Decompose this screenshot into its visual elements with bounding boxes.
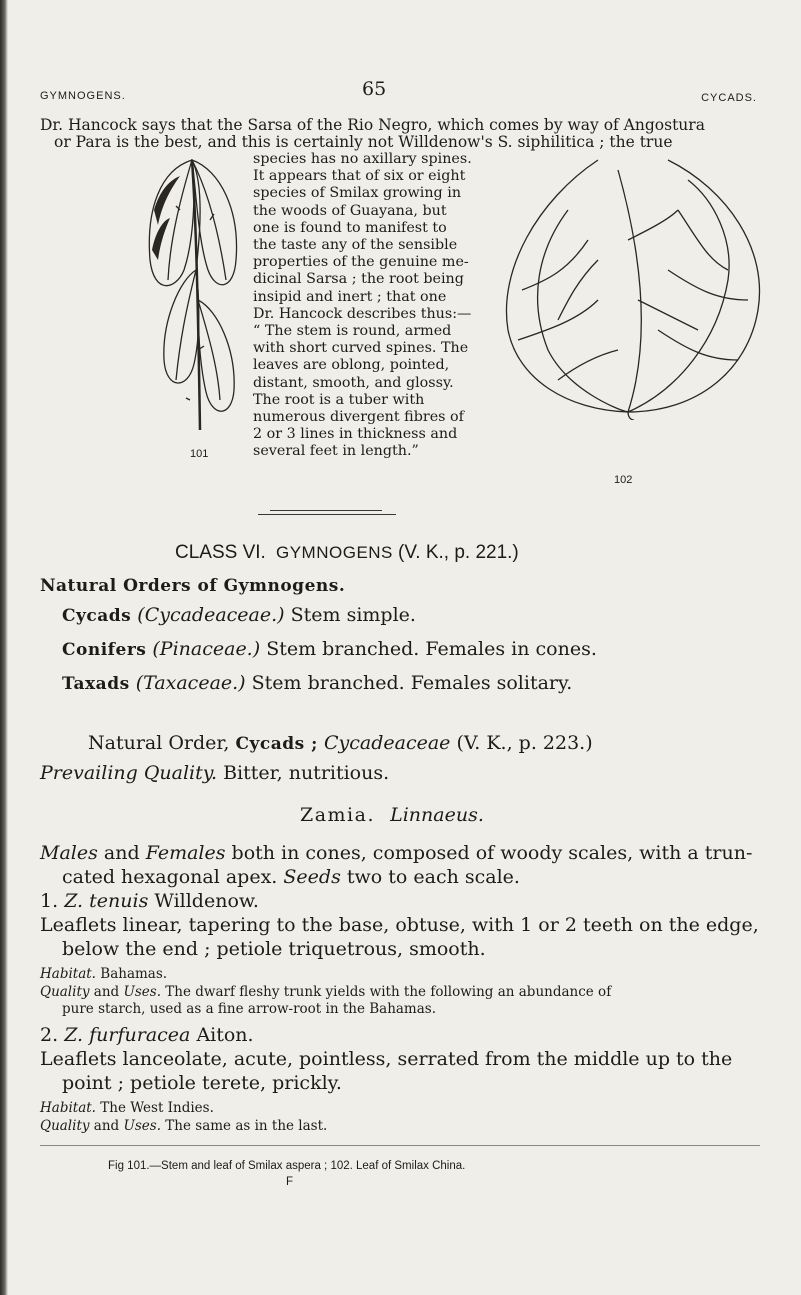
species-description-line: point ; petiole terete, prickly. (62, 1072, 342, 1094)
males-label: Males (40, 842, 98, 864)
column-line: Dr. Hancock describes thus:— (253, 305, 472, 322)
order-name: Cycads (62, 606, 132, 626)
column-line: distant, smooth, and glossy. (253, 374, 454, 391)
figure-101-label: 101 (190, 448, 209, 460)
column-line: with short curved spines. The (253, 340, 469, 357)
figure-101-smilax-aspera (140, 150, 250, 440)
quality-text: The same as in the last. (165, 1118, 328, 1134)
description-text: two to each scale. (346, 866, 520, 888)
species-authority: Aiton. (196, 1024, 254, 1046)
book-spine-shadow (0, 0, 8, 1295)
running-header (40, 78, 761, 108)
genus-authority: Linnaeus. (390, 804, 484, 826)
quality-label: Quality (40, 1118, 90, 1134)
order-desc: Stem simple. (290, 604, 416, 626)
species-number: 1. (40, 890, 59, 912)
column-line: the taste any of the sensible (253, 237, 458, 254)
intro-line: Dr. Hancock says that the Sarsa of the Rio Negro, which comes by way of Angostura (40, 116, 705, 134)
habitat-line (40, 966, 167, 982)
seeds-label: Seeds (283, 866, 341, 888)
habitat-line (40, 1100, 214, 1116)
column-line: several feet in length.” (253, 443, 419, 460)
habitat-value: The West Indies. (100, 1100, 214, 1116)
prevailing-label: Prevailing Quality. (40, 762, 218, 784)
header-left: GYMNOGENS. (40, 90, 126, 102)
column-line: “ The stem is round, armed (253, 323, 452, 340)
order-line-gothic: Cycads ; (235, 734, 318, 754)
order-item (62, 672, 572, 694)
header-right: CYCADS. (701, 92, 757, 104)
order-line-ref: (V. K., p. 223.) (456, 732, 593, 754)
order-desc: Stem branched. Females solitary. (251, 672, 573, 694)
page-number: 65 (362, 78, 387, 100)
divider-rule (270, 510, 382, 511)
natural-orders-title: Natural Orders of Gymnogens. (40, 576, 346, 596)
connector: and (93, 1118, 120, 1134)
natural-orders-title-row (40, 574, 345, 596)
quality-line (40, 1118, 327, 1134)
column-line: species has no axillary spines. (253, 151, 472, 167)
genus-description-line (40, 842, 752, 864)
footer-rule (40, 1145, 760, 1146)
uses-label: Uses. (123, 984, 161, 1000)
genus-name: Zamia. (300, 804, 375, 826)
species-heading (40, 890, 259, 912)
order-name: Conifers (62, 640, 147, 660)
figure-102-smilax-china-leaf (478, 150, 778, 420)
intro-line: or Para is the best, and this is certainly not Willdenow's S. siphilitica ; the true (54, 133, 673, 151)
prevailing-quality-line (40, 762, 389, 784)
column-line: 2 or 3 lines in thickness and (253, 426, 458, 443)
description-text: both in cones, composed of woody scales, with a trun- (231, 842, 753, 864)
column-line: one is found to manifest to (253, 219, 447, 236)
quality-line (40, 984, 611, 1000)
order-item (62, 638, 597, 660)
signature-mark: F (286, 1176, 294, 1188)
habitat-value: Bahamas. (100, 966, 168, 982)
females-label: Females (145, 842, 226, 864)
column-line: numerous divergent fibres of (253, 409, 464, 426)
prevailing-text: Bitter, nutritious. (223, 762, 390, 784)
species-heading (40, 1024, 254, 1046)
species-name: Z. tenuis (64, 890, 149, 912)
connector: and (103, 842, 140, 864)
divider-rule (258, 514, 396, 515)
figure-102-label: 102 (614, 474, 633, 486)
uses-label: Uses. (123, 1118, 161, 1134)
quality-label: Quality (40, 984, 90, 1000)
column-line: insipid and inert ; that one (253, 288, 447, 305)
order-latin: (Pinaceae.) (152, 638, 261, 660)
column-line: The root is a tuber with (253, 391, 425, 408)
genus-line (300, 804, 484, 826)
habitat-label: Habitat. (40, 966, 96, 982)
species-name: Z. furfuracea (64, 1024, 191, 1046)
intro-paragraph (40, 117, 752, 151)
quality-line: pure starch, used as a fine arrow-root in the Bahamas. (62, 1001, 437, 1017)
species-description-line: Leaflets linear, tapering to the base, obtuse, with 1 or 2 teeth on the edge, (40, 914, 759, 936)
description-text: cated hexagonal apex. (62, 866, 278, 888)
quality-text: The dwarf fleshy trunk yields with the following an abundance of (165, 984, 612, 1000)
column-line: properties of the genuine me- (253, 254, 469, 271)
connector: and (93, 984, 120, 1000)
class-name: GYMNOGENS (276, 543, 393, 562)
class-label: CLASS VI. (175, 542, 266, 563)
column-line: species of Smilax growing in (253, 185, 462, 202)
species-authority: Willdenow. (154, 890, 259, 912)
habitat-label: Habitat. (40, 1100, 96, 1116)
order-line-prefix: Natural Order, (88, 732, 230, 754)
class-heading (175, 542, 519, 564)
figure-caption: Fig 101.—Stem and leaf of Smilax aspera ; 102. Leaf of Smilax China. (108, 1160, 466, 1172)
column-line: dicinal Sarsa ; the root being (253, 271, 464, 288)
order-item (62, 604, 416, 626)
natural-order-line (88, 732, 593, 754)
class-ref: (V. K., p. 221.) (398, 542, 519, 563)
order-latin: (Taxaceae.) (135, 672, 246, 694)
column-line: the woods of Guayana, but (253, 202, 447, 219)
column-line: leaves are oblong, pointed, (253, 357, 450, 374)
species-description-line: below the end ; petiole triquetrous, smooth. (62, 938, 486, 960)
figure-text-column (253, 151, 473, 461)
column-line: It appears that of six or eight (253, 168, 466, 185)
order-name: Taxads (62, 674, 130, 694)
species-description-line: Leaflets lanceolate, acute, pointless, serrated from the middle up to the (40, 1048, 733, 1070)
species-number: 2. (40, 1024, 59, 1046)
order-line-latin: Cycadeaceae (323, 732, 451, 754)
order-desc: Stem branched. Females in cones. (266, 638, 597, 660)
genus-description-line (62, 866, 520, 888)
order-latin: (Cycadeaceae.) (137, 604, 285, 626)
